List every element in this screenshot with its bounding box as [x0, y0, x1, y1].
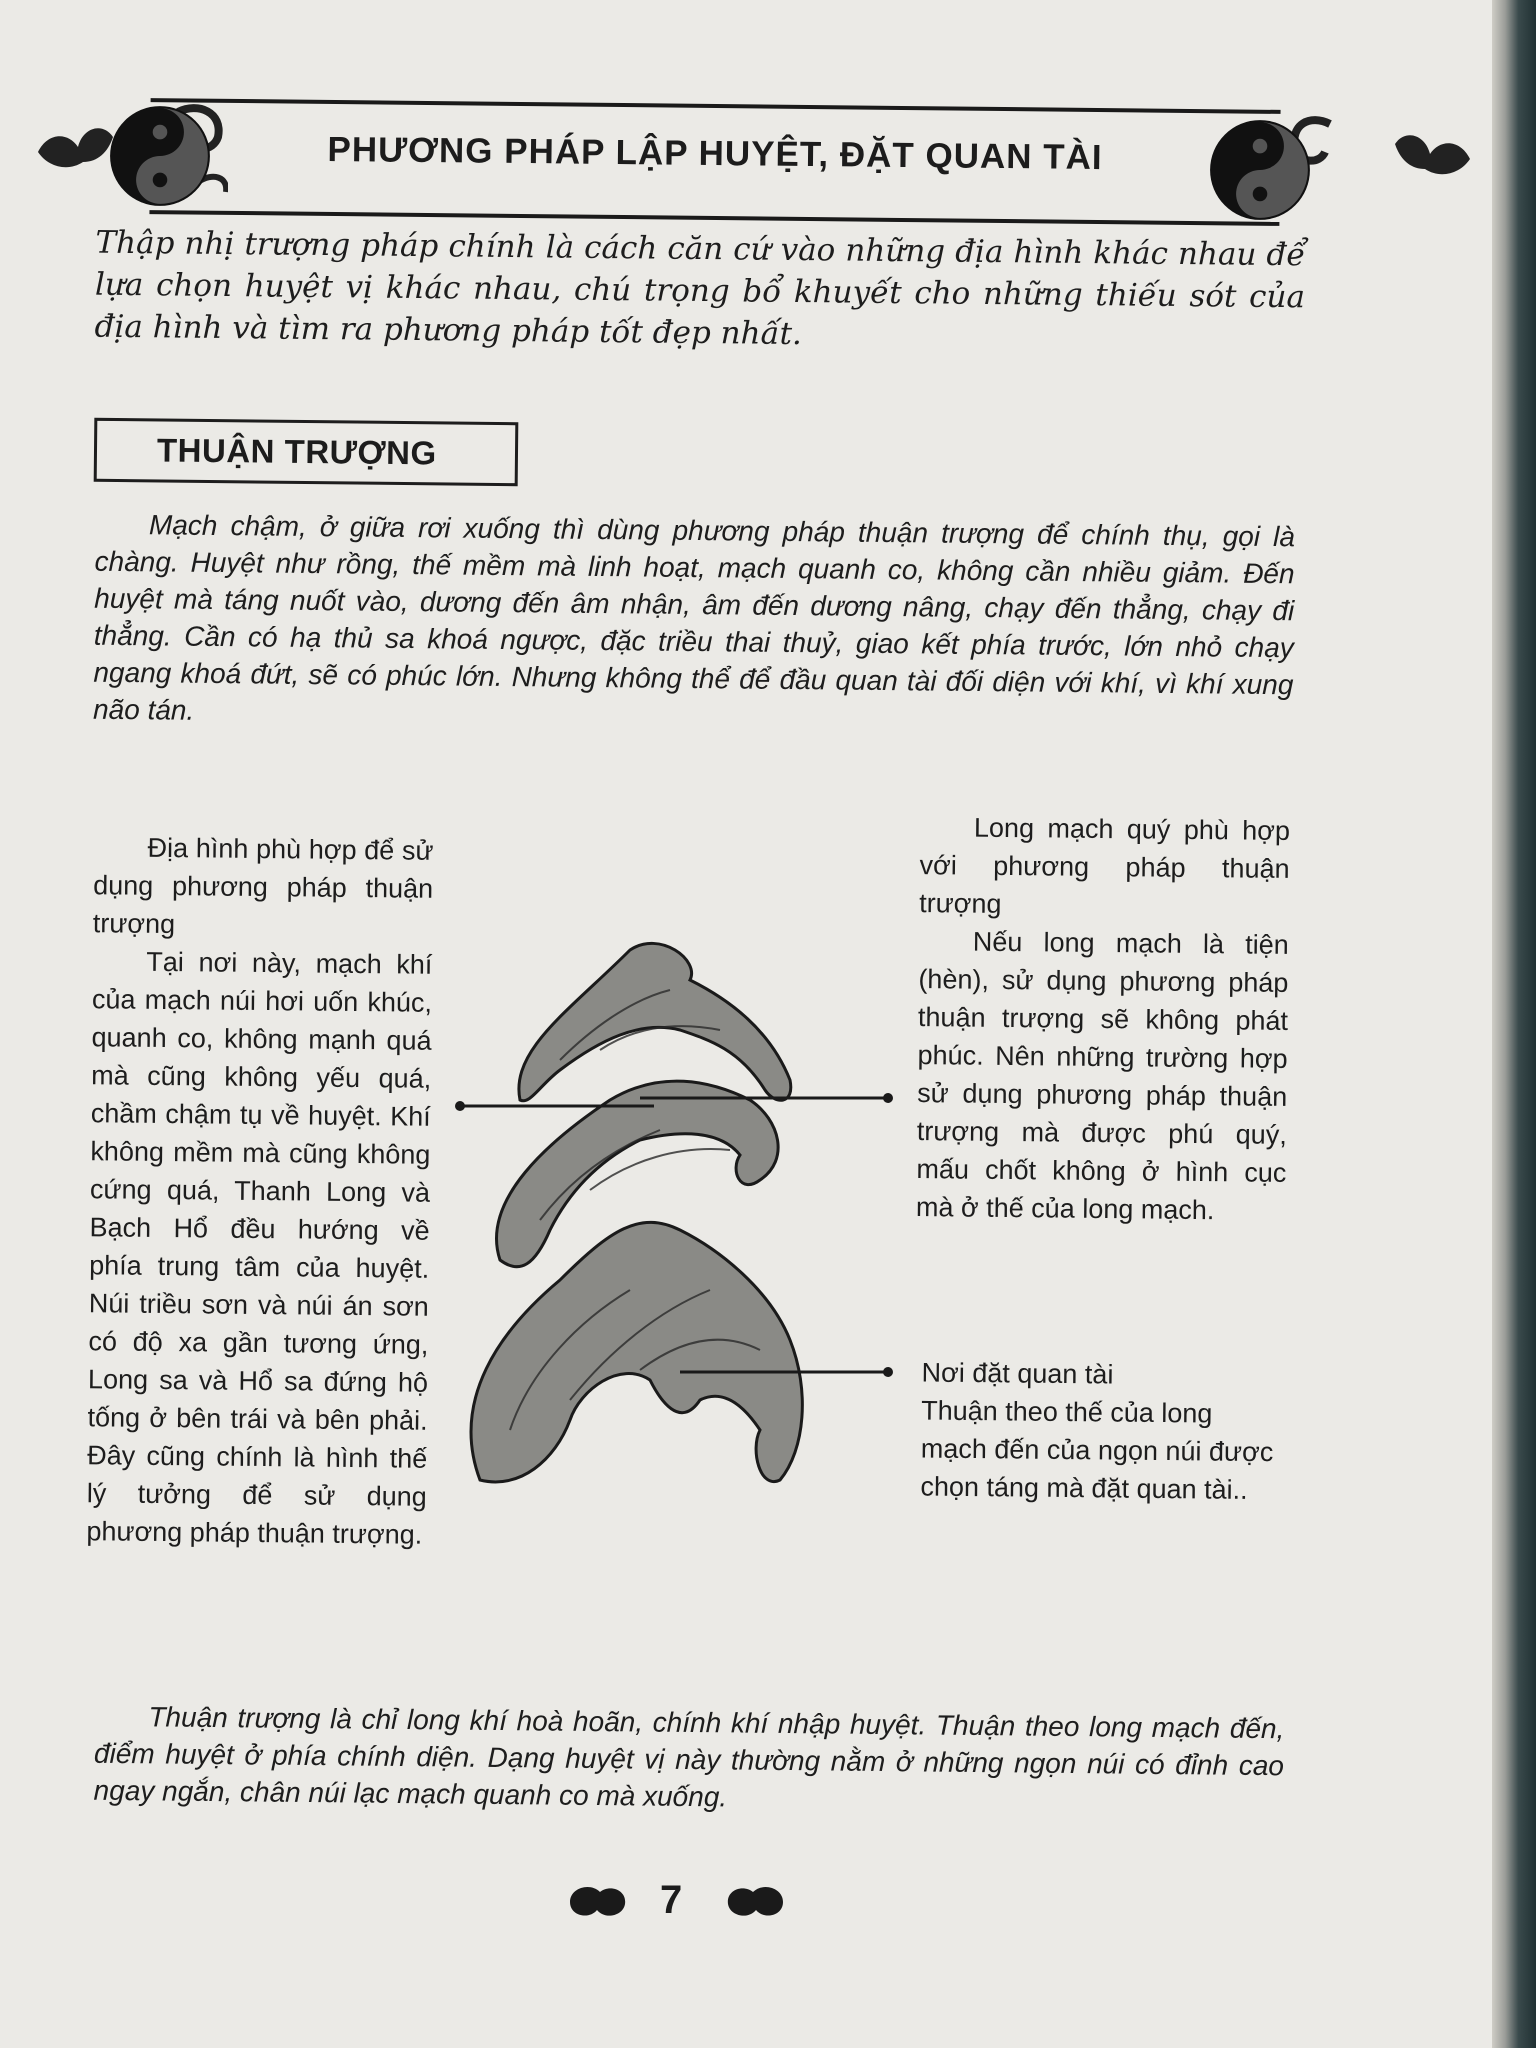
- mountain-illustration: [440, 930, 920, 1520]
- left-callout-body: Tại nơi này, mạch khí của mạch núi hơi uốn khúc, quanh co, không mạnh quá mà cũng không yếu quá, chầm chậm tụ về huyệt. Khí không mềm mà cũng không cứng quá, Thanh Long và Bạch Hổ đều hướng về phía trung tâm của huyệt. Núi triều sơn và núi án sơn có độ xa gần tương ứng, Long sa và Hổ sa đứng hộ tống ở bên trái và bên phải. Đây cũng chính là hình thế lý tưởng để sử dụng phương pháp thuận trượng.: [86, 946, 433, 1550]
- intro-paragraph: Thập nhị trượng pháp chính là cách căn cứ vào những địa hình khác nhau để lựa chọn huyệt vị khác nhau, chú trọng bổ khuyết cho những thiếu sót của địa hình và tìm ra phương pháp tốt đẹp nhất.: [94, 224, 1306, 353]
- right-callout-body: Nếu long mạch là tiện (hèn), sử dụng phương pháp thuận trượng sẽ không phát phúc. Nên những trường hợp sử dụng phương pháp thuận trượng mà được phú quý, mấu chốt không ở hình cục mà ở thế của long mạch.: [915, 926, 1289, 1226]
- left-leader-line: [454, 1100, 654, 1114]
- main-paragraph-1: Mạch chậm, ở giữa rơi xuống thì dùng phương pháp thuận trượng để chính thụ, gọi là chàng. Huyệt như rồng, thế mềm mà linh hoạt, mạch quanh co, không cần nhiều giảm. Đến huyệt mà táng nuốt vào, dương đến âm nhận, âm đến dương nâng, chạy đến thẳng, chạy đi thẳng. Cần có hạ thủ sa khoá ngược, đặc triều thai thuỷ, giao kết phía trước, lớn nhỏ chạy ngang khoá đứt, sẽ có phúc lớn. Nhưng không thể để đầu quan tài đối diện với khí, vì khí xung não tán.: [92, 509, 1296, 726]
- right-cloud-ornament-icon: [1290, 104, 1480, 214]
- main-paragraph-2: Thuận trượng là chỉ long khí hoà hoãn, chính khí nhập huyệt. Thuận theo long mạch đến, điểm huyệt ở phía chính diện. Dạng huyệt vị này thường nằm ở những ngọn núi có đỉnh cao ngay ngắn, chân núi lạc mạch quanh co mà xuống.: [93, 1701, 1285, 1813]
- right-callout: [916, 808, 1290, 1230]
- section-title: THUẬN TRƯỢNG: [156, 431, 437, 472]
- page-number-right-ornament-icon: [718, 1880, 788, 1924]
- header-banner: [149, 98, 1280, 226]
- page-header-title: PHƯƠNG PHÁP LẬP HUYỆT, ĐẶT QUAN TÀI: [327, 129, 1103, 178]
- page-number-left-ornament-icon: [565, 1880, 635, 1924]
- burial-callout-body: Thuận theo thế của long mạch đến của ngọn núi được chọn táng mà đặt quan tài..: [920, 1395, 1274, 1505]
- section-title-box: [94, 418, 519, 486]
- page-number: 7: [660, 1878, 683, 1922]
- left-callout: [86, 828, 434, 1554]
- right-callout-heading: Long mạch quý phù hợp với phương pháp thuận trượng: [919, 812, 1291, 919]
- left-callout-heading: Địa hình phù hợp để sử dụng phương pháp thuận trượng: [92, 832, 434, 940]
- book-page-edge: [1492, 0, 1536, 2048]
- burial-callout-heading: Nơi đặt quan tài: [921, 1357, 1114, 1390]
